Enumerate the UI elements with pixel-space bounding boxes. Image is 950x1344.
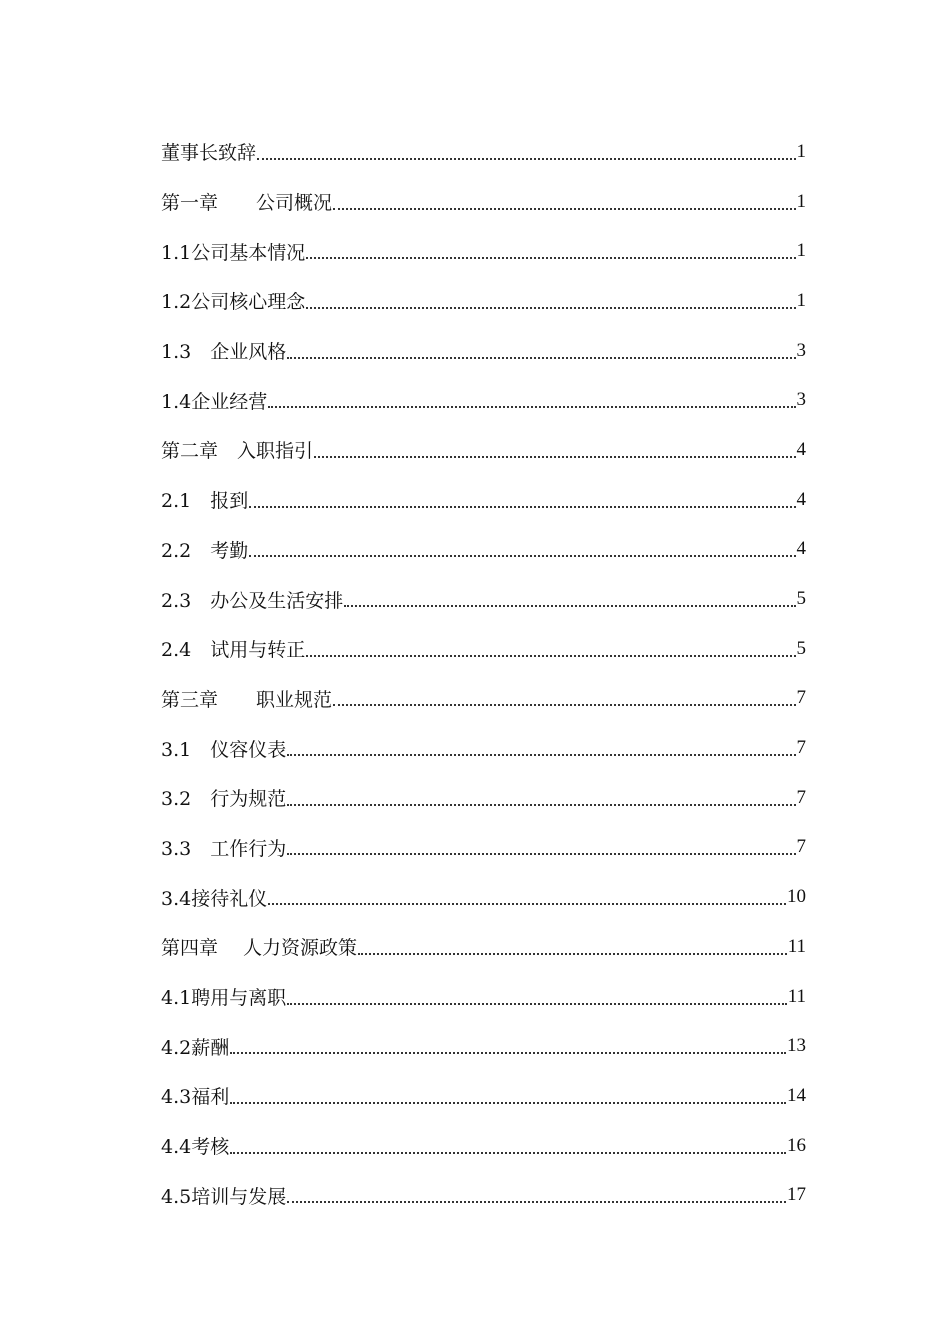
toc-entry[interactable] — [161, 922, 806, 972]
toc-entry-page-number: 7 — [796, 786, 806, 808]
toc-dot-leader — [268, 406, 795, 408]
toc-entry-title: 2.1 报到 — [161, 490, 249, 513]
toc-entry-page-number: 13 — [787, 1035, 806, 1057]
toc-entry-page-number: 4 — [796, 538, 806, 560]
toc-entry-page-number: 3 — [796, 389, 806, 411]
toc-entry[interactable] — [161, 1121, 806, 1171]
toc-entry-title: 1.4企业经营 — [161, 390, 268, 413]
toc-dot-leader — [249, 506, 795, 508]
toc-dot-leader — [287, 1003, 786, 1005]
toc-entry-page-number: 5 — [796, 637, 806, 659]
toc-entry[interactable] — [161, 773, 806, 823]
toc-entry-page-number: 3 — [796, 339, 806, 361]
toc-dot-leader — [333, 704, 795, 706]
toc-entry-title: 3.1 仪容仪表 — [161, 738, 287, 761]
toc-entry-page-number: 16 — [787, 1134, 806, 1156]
toc-entry-page-number: 1 — [796, 289, 806, 311]
toc-entry[interactable] — [161, 326, 806, 376]
toc-entry-page-number: 14 — [787, 1084, 806, 1106]
toc-entry-title: 4.4考核 — [161, 1136, 230, 1159]
toc-dot-leader — [249, 555, 795, 557]
toc-dot-leader — [287, 754, 795, 756]
toc-dot-leader — [306, 307, 795, 309]
toc-dot-leader — [287, 804, 795, 806]
toc-entry-page-number: 11 — [787, 985, 806, 1007]
toc-entry-page-number: 1 — [796, 240, 806, 262]
toc-entry-title: 4.3福利 — [161, 1086, 230, 1109]
toc-entry-title: 3.4接待礼仪 — [161, 887, 268, 910]
toc-dot-leader — [257, 158, 795, 160]
toc-entry[interactable] — [161, 425, 806, 475]
toc-dot-leader — [306, 655, 795, 657]
toc-entry-title: 4.1聘用与离职 — [161, 987, 287, 1010]
toc-entry-title: 4.5培训与发展 — [161, 1185, 287, 1208]
toc-entry[interactable] — [161, 276, 806, 326]
toc-entry-page-number: 4 — [796, 488, 806, 510]
toc-entry[interactable] — [161, 1021, 806, 1071]
toc-entry-page-number: 11 — [787, 935, 806, 957]
toc-entry[interactable] — [161, 972, 806, 1022]
toc-entry-page-number: 1 — [796, 190, 806, 212]
toc-entry-title: 第四章 人力资源政策 — [161, 937, 358, 960]
toc-entry[interactable] — [161, 375, 806, 425]
toc-dot-leader — [268, 903, 786, 905]
toc-entry[interactable] — [161, 226, 806, 276]
toc-entry-title: 1.3 企业风格 — [161, 341, 287, 364]
toc-entry-page-number: 17 — [787, 1184, 806, 1206]
toc-entry-title: 董事长致辞 — [161, 142, 257, 165]
toc-entry[interactable] — [161, 475, 806, 525]
toc-entry-title: 3.2 行为规范 — [161, 788, 287, 811]
toc-dot-leader — [287, 357, 795, 359]
toc-entry-title: 1.1公司基本情况 — [161, 241, 306, 264]
toc-dot-leader — [287, 1201, 786, 1203]
toc-entry-title: 第二章 入职指引 — [161, 440, 314, 463]
toc-entry-page-number: 1 — [796, 140, 806, 162]
toc-entry-page-number: 7 — [796, 836, 806, 858]
toc-entry[interactable] — [161, 1170, 806, 1220]
toc-dot-leader — [314, 456, 795, 458]
toc-entry[interactable] — [161, 574, 806, 624]
toc-entry-page-number: 7 — [796, 737, 806, 759]
toc-dot-leader — [230, 1102, 786, 1104]
toc-entry-title: 3.3 工作行为 — [161, 837, 287, 860]
toc-entry-title: 4.2薪酬 — [161, 1036, 230, 1059]
toc-dot-leader — [230, 1052, 786, 1054]
toc-entry-page-number: 4 — [796, 438, 806, 460]
toc-entry-title: 第一章 公司概况 — [161, 192, 333, 215]
toc-dot-leader — [344, 605, 795, 607]
toc-dot-leader — [287, 853, 795, 855]
toc-dot-leader — [358, 953, 787, 955]
toc-entry-title: 1.2公司核心理念 — [161, 291, 306, 314]
toc-entry[interactable] — [161, 674, 806, 724]
toc-entry-title: 2.2 考勤 — [161, 539, 249, 562]
toc-entry[interactable] — [161, 1071, 806, 1121]
toc-entry[interactable] — [161, 624, 806, 674]
toc-entry-title: 2.3 办公及生活安排 — [161, 589, 344, 612]
toc-entry-title: 第三章 职业规范 — [161, 688, 333, 711]
toc-entry-page-number: 5 — [796, 588, 806, 610]
toc-entry[interactable] — [161, 723, 806, 773]
toc-dot-leader — [333, 208, 795, 210]
toc-dot-leader — [306, 257, 795, 259]
toc-entry-page-number: 7 — [796, 687, 806, 709]
toc-entry[interactable] — [161, 872, 806, 922]
table-of-contents — [161, 127, 806, 1220]
toc-entry-title: 2.4 试用与转正 — [161, 639, 306, 662]
toc-entry[interactable] — [161, 127, 806, 177]
toc-entry[interactable] — [161, 525, 806, 575]
toc-entry-page-number: 10 — [787, 886, 806, 908]
toc-entry[interactable] — [161, 177, 806, 227]
toc-entry[interactable] — [161, 823, 806, 873]
toc-dot-leader — [230, 1152, 786, 1154]
